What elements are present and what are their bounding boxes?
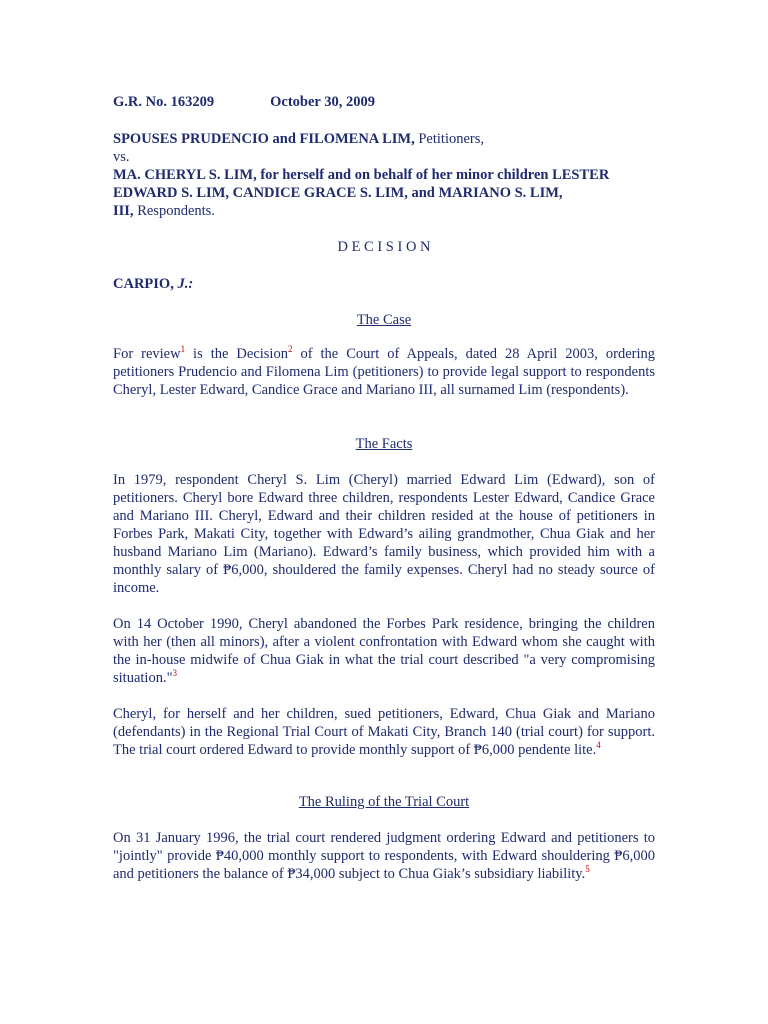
respondents-line-3 [113,202,215,220]
paragraph-facts-3: Cheryl, for herself and her children, sued petitioners, Edward, Chua Giak and Mariano (defendants) in the Regional Trial Court of Makati City, Branch 140 (trial court) for support. The trial court ordered Edward to provide monthly support of ₱6,000 pendente lite.$^4$ [113,706,655,758]
decision-heading: D E C I S I O N [337,239,431,255]
respondents-line-2: EDWARD S. LIM, CANDICE GRACE S. LIM, and MARIANO S. LIM, [113,185,563,201]
section-heading-trial-court: The Ruling of the Trial Court [298,794,470,810]
ponente-title: J.: [177,276,194,292]
section-heading-case: The Case [356,312,412,328]
petitioners-role: Petitioners, [414,131,485,147]
respondents-suffix: III, [113,203,134,219]
section-heading-facts: The Facts [355,436,413,452]
footnote-ref-3[interactable]: 3 [172,668,177,679]
ponente-name: CARPIO, [113,276,178,292]
footnote-ref-2[interactable]: 2 [287,344,293,355]
paragraph-case: For review$^1$ is the Decision$^2$ of the Court of Appeals, dated 28 April 2003, ordering petitioners Prudencio and Filomena Lim (petitioners) to provide legal support to respondents Cheryl, Lester Edward, Candice Grace and Mariano III, all surnamed Lim (respondents). [113,344,655,398]
respondents-role: Respondents. [133,203,215,219]
petitioners-line [113,130,484,148]
footnote-ref-1[interactable]: 1 [180,344,186,355]
decision-date: October 30, 2009 [270,94,375,110]
petitioners-name: SPOUSES PRUDENCIO and FILOMENA LIM, [113,131,415,147]
versus: vs. [113,149,130,165]
ponente [113,275,193,293]
footnote-ref-4[interactable]: 4 [596,740,601,751]
footnote-ref-5[interactable]: 5 [585,864,590,875]
gr-number: G.R. No. 163209 [113,94,215,110]
paragraph-facts-1: In 1979, respondent Cheryl S. Lim (Cheryl) married Edward Lim (Edward), son of petitioners. Cheryl bore Edward three children, respondents Lester Edward, Candice Grace and Mariano III. Cheryl, Edward and their children resided at the house of petitioners in Forbes Park, Makati City, together with Edward’s ailing grandmother, Chua Giak and her husband Mariano Lim (Mariano). Edward’s family business, which provided him with a monthly salary of ₱6,000, shouldered the family expenses. Cheryl had no steady source of income. [113,472,655,596]
paragraph-trial-1: On 31 January 1996, the trial court rendered judgment ordering Edward and petitioners to "jointly" provide ₱40,000 monthly support to respondents, with Edward shouldering ₱6,000 and petitioners the balance of ₱34,000 subject to Chua Giak’s subsidiary liability.$^5$ [113,830,655,882]
respondents-line-1: MA. CHERYL S. LIM, for herself and on behalf of her minor children LESTER [113,167,610,183]
paragraph-facts-2: On 14 October 1990, Cheryl abandoned the Forbes Park residence, bringing the children with her (then all minors), after a violent confrontation with Edward whom she caught with the in-house midwife of Chua Giak in what the trial court described "a very compromising situation."$^3$ [113,616,655,686]
case-header [113,93,375,111]
